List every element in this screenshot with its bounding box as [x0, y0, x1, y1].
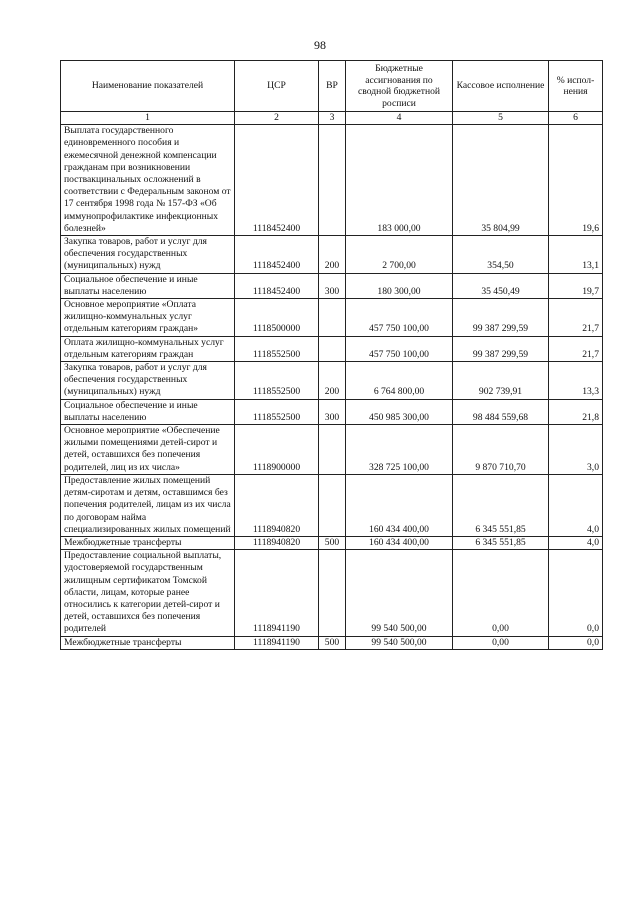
csr-code: 1118452400 — [235, 273, 319, 298]
budget-execution-table — [60, 60, 603, 650]
column-number: 4 — [346, 112, 453, 125]
allocation-amount: 99 540 500,00 — [346, 550, 453, 636]
vr-code: 300 — [319, 273, 346, 298]
table-row — [61, 336, 603, 361]
execution-percent: 21,7 — [549, 299, 603, 337]
allocation-amount: 450 985 300,00 — [346, 399, 453, 424]
indicator-name: Предоставление социальной выплаты, удостоверяемой государственным жилищным сертификатом Томской области, лицам, которые ранее относились к категории детей-сирот и детей, оставшихся без попечения родителей — [61, 550, 235, 636]
allocation-amount: 2 700,00 — [346, 236, 453, 274]
table-row — [61, 536, 603, 549]
execution-amount: 98 484 559,68 — [453, 399, 549, 424]
execution-amount: 99 387 299,59 — [453, 299, 549, 337]
vr-code — [319, 474, 346, 536]
indicator-name: Выплата государственного единовременного пособия и ежемесячной денежной компенсации гражданам при возникновении поствакцинальных осложнений в соответствии с Федеральным законом от 17 сентября 1998 года № 157-ФЗ «Об иммунопрофилактике инфекционных болезней» — [61, 125, 235, 236]
execution-percent: 3,0 — [549, 425, 603, 475]
csr-code: 1118500000 — [235, 299, 319, 337]
execution-percent: 19,7 — [549, 273, 603, 298]
indicator-name: Оплата жилищно-коммунальных услуг отдельным категориям граждан — [61, 336, 235, 361]
csr-code: 1118941190 — [235, 550, 319, 636]
allocation-amount: 457 750 100,00 — [346, 299, 453, 337]
csr-code: 1118452400 — [235, 125, 319, 236]
header-name: Наименование показателей — [61, 61, 235, 112]
header-csr: ЦСР — [235, 61, 319, 112]
vr-code: 200 — [319, 362, 346, 400]
csr-code: 1118900000 — [235, 425, 319, 475]
table-row — [61, 474, 603, 536]
vr-code — [319, 550, 346, 636]
execution-percent: 21,7 — [549, 336, 603, 361]
vr-code: 500 — [319, 536, 346, 549]
table-row — [61, 425, 603, 475]
page-number: 98 — [314, 38, 326, 52]
column-number: 1 — [61, 112, 235, 125]
allocation-amount: 457 750 100,00 — [346, 336, 453, 361]
execution-percent: 21,8 — [549, 399, 603, 424]
execution-amount: 9 870 710,70 — [453, 425, 549, 475]
allocation-amount: 328 725 100,00 — [346, 425, 453, 475]
allocation-amount: 183 000,00 — [346, 125, 453, 236]
csr-code: 1118941190 — [235, 636, 319, 649]
execution-percent: 4,0 — [549, 474, 603, 536]
header-allocation: Бюджетные ассигнования по сводной бюджетной росписи — [346, 61, 453, 112]
column-number: 3 — [319, 112, 346, 125]
header-execution: Кассовое исполнение — [453, 61, 549, 112]
execution-amount: 99 387 299,59 — [453, 336, 549, 361]
execution-amount: 35 450,49 — [453, 273, 549, 298]
table-row — [61, 236, 603, 274]
execution-percent: 19,6 — [549, 125, 603, 236]
table-row — [61, 399, 603, 424]
table-row — [61, 299, 603, 337]
execution-percent: 0,0 — [549, 636, 603, 649]
csr-code: 1118940820 — [235, 536, 319, 549]
allocation-amount: 160 434 400,00 — [346, 536, 453, 549]
csr-code: 1118552500 — [235, 336, 319, 361]
indicator-name: Межбюджетные трансферты — [61, 536, 235, 549]
indicator-name: Основное мероприятие «Обеспечение жилыми помещениями детей-сирот и детей, оставшихся без попечения родителей, лиц из их числа» — [61, 425, 235, 475]
csr-code: 1118452400 — [235, 236, 319, 274]
indicator-name: Межбюджетные трансферты — [61, 636, 235, 649]
execution-amount: 6 345 551,85 — [453, 474, 549, 536]
csr-code: 1118940820 — [235, 474, 319, 536]
indicator-name: Закупка товаров, работ и услуг для обеспечения государственных (муниципальных) нужд — [61, 236, 235, 274]
header-vr: ВР — [319, 61, 346, 112]
indicator-name: Социальное обеспечение и иные выплаты населению — [61, 399, 235, 424]
vr-code — [319, 336, 346, 361]
indicator-name: Социальное обеспечение и иные выплаты населению — [61, 273, 235, 298]
vr-code — [319, 425, 346, 475]
vr-code: 200 — [319, 236, 346, 274]
vr-code: 500 — [319, 636, 346, 649]
vr-code: 300 — [319, 399, 346, 424]
table-row — [61, 550, 603, 636]
execution-amount: 35 804,99 — [453, 125, 549, 236]
allocation-amount: 6 764 800,00 — [346, 362, 453, 400]
vr-code — [319, 125, 346, 236]
allocation-amount: 160 434 400,00 — [346, 474, 453, 536]
execution-percent: 13,3 — [549, 362, 603, 400]
column-number: 2 — [235, 112, 319, 125]
csr-code: 1118552500 — [235, 362, 319, 400]
csr-code: 1118552500 — [235, 399, 319, 424]
execution-percent: 4,0 — [549, 536, 603, 549]
table-row — [61, 362, 603, 400]
execution-amount: 0,00 — [453, 636, 549, 649]
indicator-name: Основное мероприятие «Оплата жилищно-коммунальных услуг отдельным категориям граждан» — [61, 299, 235, 337]
execution-percent: 13,1 — [549, 236, 603, 274]
column-number: 6 — [549, 112, 603, 125]
table-row — [61, 125, 603, 236]
indicator-name: Предоставление жилых помещений детям-сиротам и детям, оставшимся без попечения родителей, лицам из их числа по договорам найма специализированных жилых помещений — [61, 474, 235, 536]
execution-amount: 6 345 551,85 — [453, 536, 549, 549]
table-row — [61, 273, 603, 298]
execution-amount: 902 739,91 — [453, 362, 549, 400]
column-number-row — [61, 112, 603, 125]
vr-code — [319, 299, 346, 337]
column-number: 5 — [453, 112, 549, 125]
allocation-amount: 99 540 500,00 — [346, 636, 453, 649]
table-header-row — [61, 61, 603, 112]
header-percent: % испол-нения — [549, 61, 603, 112]
allocation-amount: 180 300,00 — [346, 273, 453, 298]
execution-amount: 354,50 — [453, 236, 549, 274]
table-row — [61, 636, 603, 649]
execution-amount: 0,00 — [453, 550, 549, 636]
execution-percent: 0,0 — [549, 550, 603, 636]
indicator-name: Закупка товаров, работ и услуг для обеспечения государственных (муниципальных) нужд — [61, 362, 235, 400]
